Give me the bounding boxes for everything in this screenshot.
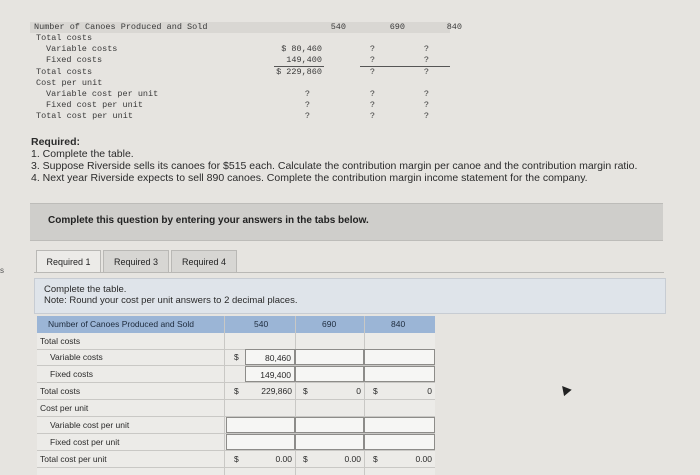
instruction-line-1: Complete the table.	[44, 284, 127, 295]
problem-cell: ?	[423, 44, 429, 54]
problem-cell: ?	[369, 89, 375, 99]
currency-symbol: $	[234, 352, 239, 362]
answer-header-label: Number of Canoes Produced and Sold	[48, 319, 195, 329]
problem-col-690: 690	[389, 22, 405, 32]
variable-cost-per-unit-690-input[interactable]	[295, 417, 364, 433]
fixed-costs-540-input[interactable]: 149,400	[245, 366, 295, 382]
problem-cell: $ 80,460	[281, 44, 322, 54]
problem-cell: ?	[423, 111, 429, 121]
problem-col-840: 840	[446, 22, 462, 32]
problem-cell: $ 229,860	[276, 67, 322, 77]
problem-row-label: Fixed costs	[46, 55, 103, 65]
variable-costs-690-input[interactable]	[295, 349, 364, 365]
problem-cell: 149,400	[286, 55, 322, 65]
instruction-banner	[30, 203, 663, 241]
problem-cell: ?	[423, 67, 429, 77]
total-costs-840: 0	[427, 386, 432, 396]
problem-cell: ?	[423, 89, 429, 99]
currency-symbol: $	[373, 454, 378, 464]
total-costs-540: 229,860	[261, 386, 292, 396]
answer-table-header	[37, 316, 435, 333]
problem-cell: ?	[304, 100, 310, 110]
fixed-cost-per-unit-540-input[interactable]	[226, 434, 295, 450]
answer-col-840: 840	[391, 319, 406, 329]
edge-fragment: s	[0, 266, 4, 275]
banner-text: Complete this question by entering your answers in the tabs below.	[48, 215, 369, 226]
problem-cell: ?	[304, 111, 310, 121]
row-label-fixed-cost-per-unit: Fixed cost per unit	[50, 437, 120, 447]
problem-header-label: Number of Canoes Produced and Sold	[34, 22, 208, 32]
row-label-variable-cost-per-unit: Variable cost per unit	[50, 420, 130, 430]
problem-col-540: 540	[330, 22, 346, 32]
required-item-3: 3. Suppose Riverside sells its canoes for $515 each. Calculate the contribution margin per canoe and the contribution margin ratio.	[31, 160, 638, 172]
problem-cell: ?	[423, 55, 429, 65]
problem-cell: ?	[369, 44, 375, 54]
total-cost-per-unit-690: 0.00	[344, 454, 361, 464]
problem-row-label: Fixed cost per unit	[46, 100, 143, 110]
problem-row-label: Total cost per unit	[36, 111, 133, 121]
total-cost-per-unit-840: 0.00	[415, 454, 432, 464]
currency-symbol: $	[373, 386, 378, 396]
problem-row-label: Cost per unit	[36, 78, 103, 88]
problem-row-label: Total costs	[36, 67, 93, 77]
table-row	[37, 333, 435, 350]
answer-table	[37, 316, 435, 475]
table-row	[37, 383, 435, 400]
answer-col-540: 540	[254, 319, 269, 329]
row-label-total-costs: Total costs	[40, 386, 81, 396]
variable-costs-540-input[interactable]: 80,460	[245, 349, 295, 365]
currency-symbol: $	[234, 454, 239, 464]
table-row	[37, 349, 435, 366]
problem-row-label: Variable cost per unit	[46, 89, 159, 99]
tab-required-3[interactable]: Required 3	[103, 250, 169, 273]
table-row	[37, 366, 435, 383]
problem-cell: ?	[304, 89, 310, 99]
problem-cell: ?	[369, 111, 375, 121]
variable-cost-per-unit-540-input[interactable]	[226, 417, 295, 433]
row-label-variable-costs: Variable costs	[50, 352, 103, 362]
table-row	[37, 417, 435, 434]
table-row	[37, 400, 435, 417]
total-cost-per-unit-540: 0.00	[275, 454, 292, 464]
currency-symbol: $	[303, 454, 308, 464]
section-heading-total-costs: Total costs	[40, 336, 81, 346]
problem-cell: ?	[369, 55, 375, 65]
tab-required-4[interactable]: Required 4	[171, 250, 237, 273]
required-heading: Required:	[31, 136, 81, 148]
problem-cell: ?	[369, 100, 375, 110]
problem-row-label: Total costs	[36, 33, 93, 43]
problem-row-label: Variable costs	[46, 44, 118, 54]
required-item-1: 1. Complete the table.	[31, 148, 134, 160]
section-heading-cost-per-unit: Cost per unit	[40, 403, 89, 413]
problem-cell: ?	[369, 67, 375, 77]
fixed-costs-840-input[interactable]	[364, 366, 435, 382]
fixed-cost-per-unit-840-input[interactable]	[364, 434, 435, 450]
instruction-line-2: Note: Round your cost per unit answers to 2 decimal places.	[44, 295, 298, 306]
tab-divider	[34, 272, 664, 273]
variable-costs-840-input[interactable]	[364, 349, 435, 365]
required-item-4: 4. Next year Riverside expects to sell 890 canoes. Complete the contribution margin income statement for the company.	[31, 172, 588, 184]
mouse-cursor-icon	[558, 383, 571, 396]
answer-col-690: 690	[322, 319, 337, 329]
fixed-cost-per-unit-690-input[interactable]	[295, 434, 364, 450]
instruction-box	[34, 278, 666, 314]
variable-cost-per-unit-840-input[interactable]	[364, 417, 435, 433]
row-label-fixed-costs: Fixed costs	[50, 369, 93, 379]
tab-required-1[interactable]: Required 1	[36, 250, 101, 273]
table-row	[37, 451, 435, 468]
problem-cell: ?	[423, 100, 429, 110]
fixed-costs-690-input[interactable]	[295, 366, 364, 382]
row-label-total-cost-per-unit: Total cost per unit	[40, 454, 107, 464]
currency-symbol: $	[234, 386, 239, 396]
total-costs-690: 0	[356, 386, 361, 396]
currency-symbol: $	[303, 386, 308, 396]
table-row	[37, 434, 435, 451]
